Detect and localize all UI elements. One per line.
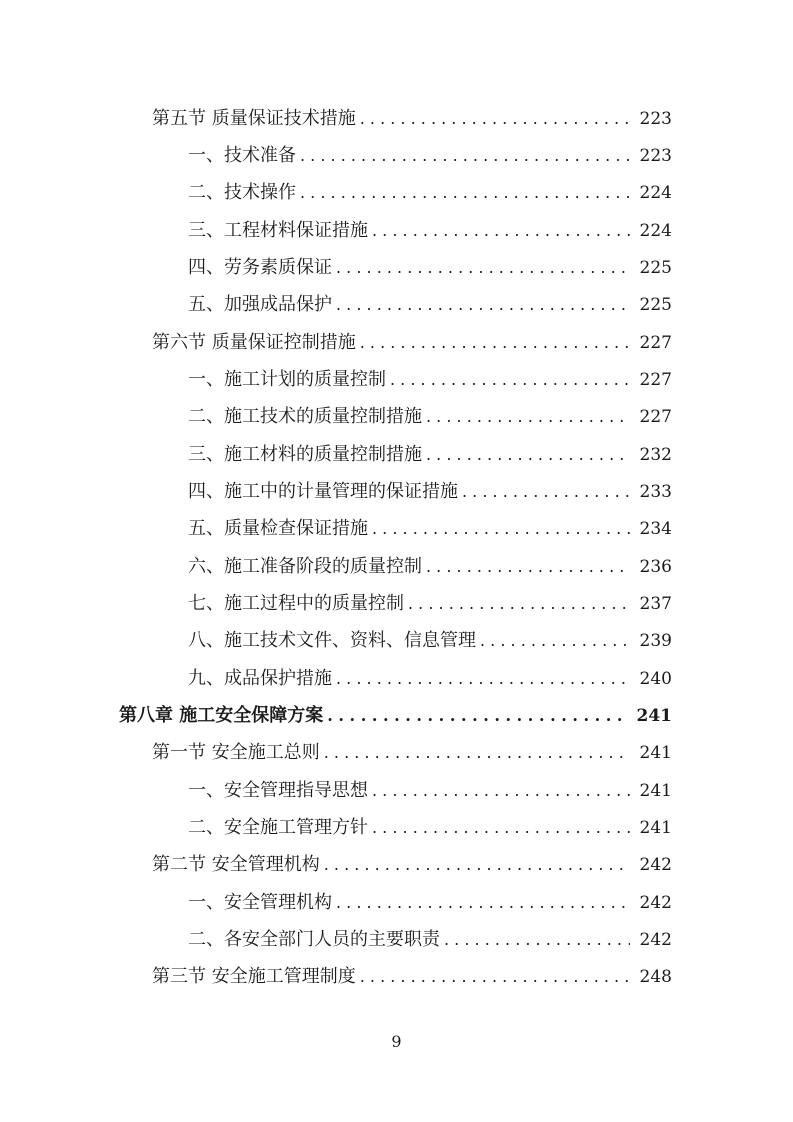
toc-subsection-entry[interactable] — [0, 473, 793, 510]
toc-dot-leader — [336, 294, 630, 316]
toc-entry-title: 第二节 安全管理机构 — [152, 854, 320, 876]
toc-entry-page: 240 — [639, 668, 672, 689]
toc-subsection-entry[interactable] — [0, 249, 793, 286]
toc-entry-page: 225 — [639, 295, 672, 316]
toc-entry-title: 二、安全施工管理方针 — [188, 816, 368, 838]
toc-dot-leader — [360, 966, 630, 988]
toc-entry-page: 223 — [639, 145, 672, 166]
toc-entry-page: 242 — [639, 892, 672, 913]
toc-entry-page: 236 — [639, 556, 672, 577]
toc-section-entry[interactable] — [0, 100, 793, 137]
toc-dot-leader — [426, 444, 630, 466]
toc-dot-leader — [327, 705, 626, 727]
toc-subsection-entry[interactable] — [0, 660, 793, 697]
toc-entry-title: 第八章 施工安全保障方案 — [119, 704, 324, 726]
toc-entry-page: 241 — [636, 705, 672, 726]
page-number: 9 — [391, 1032, 402, 1051]
toc-entry-title: 二、各安全部门人员的主要职责 — [188, 928, 440, 950]
toc-entry-title: 第一节 安全施工总则 — [152, 742, 320, 764]
toc-subsection-entry[interactable] — [0, 884, 793, 921]
toc-entry-title: 三、施工材料的质量控制措施 — [188, 443, 422, 465]
toc-entry-page: 224 — [639, 220, 672, 241]
toc-entry-page: 234 — [639, 519, 672, 540]
toc-entry-title: 一、安全管理机构 — [188, 891, 332, 913]
toc-entry-page: 227 — [639, 332, 672, 353]
toc-entry-title: 七、施工过程中的质量控制 — [188, 592, 404, 614]
toc-dot-leader — [372, 220, 630, 242]
toc-entry-title: 三、工程材料保证措施 — [188, 219, 368, 241]
toc-dot-leader — [336, 668, 630, 690]
toc-entry-title: 四、劳务素质保证 — [188, 256, 332, 278]
toc-entry-title: 二、施工技术的质量控制措施 — [188, 406, 422, 428]
toc-entry-title: 九、成品保护措施 — [188, 667, 332, 689]
toc-entry-title: 一、技术准备 — [188, 144, 296, 166]
toc-entry-title: 八、施工技术文件、资料、信息管理 — [188, 630, 476, 652]
toc-entry-title: 六、施工准备阶段的质量控制 — [188, 555, 422, 577]
toc-entry-page: 242 — [639, 855, 672, 876]
toc-section-entry[interactable] — [0, 324, 793, 361]
toc-entry-page: 239 — [639, 631, 672, 652]
toc-dot-leader — [408, 593, 630, 615]
toc-chapter-entry[interactable] — [0, 697, 793, 734]
toc-entry-page: 233 — [639, 481, 672, 502]
toc-subsection-entry[interactable] — [0, 921, 793, 958]
toc-subsection-entry[interactable] — [0, 585, 793, 622]
toc-dot-leader — [480, 630, 630, 652]
toc-section-entry[interactable] — [0, 735, 793, 772]
toc-entry-page: 241 — [639, 743, 672, 764]
toc-entry-title: 第六节 质量保证控制措施 — [152, 331, 356, 353]
toc-dot-leader — [324, 742, 630, 764]
toc-entry-title: 四、施工中的计量管理的保证措施 — [188, 480, 458, 502]
toc-entry-page: 224 — [639, 183, 672, 204]
toc-entry-page: 225 — [639, 257, 672, 278]
toc-dot-leader — [390, 369, 630, 391]
toc-dot-leader — [324, 854, 630, 876]
toc-entry-title: 第五节 质量保证技术措施 — [152, 107, 356, 129]
toc-subsection-entry[interactable] — [0, 436, 793, 473]
toc-entry-title: 五、加强成品保护 — [188, 294, 332, 316]
toc-subsection-entry[interactable] — [0, 137, 793, 174]
toc-dot-leader — [360, 332, 630, 354]
toc-subsection-entry[interactable] — [0, 287, 793, 324]
toc-entry-page: 248 — [639, 967, 672, 988]
toc-entry-page: 232 — [639, 444, 672, 465]
toc-entry-title: 二、技术操作 — [188, 182, 296, 204]
toc-dot-leader — [426, 406, 630, 428]
toc-dot-leader — [426, 556, 630, 578]
toc-entry-page: 241 — [639, 817, 672, 838]
toc-entry-page: 237 — [639, 593, 672, 614]
toc-subsection-entry[interactable] — [0, 623, 793, 660]
toc-dot-leader — [300, 145, 630, 167]
toc-entry-page: 227 — [639, 407, 672, 428]
toc-entry-page: 227 — [639, 369, 672, 390]
toc-section-entry[interactable] — [0, 959, 793, 996]
toc-dot-leader — [372, 817, 630, 839]
toc-subsection-entry[interactable] — [0, 399, 793, 436]
toc-entry-page: 242 — [639, 929, 672, 950]
toc-entry-page: 241 — [639, 780, 672, 801]
toc-entry-page: 223 — [639, 108, 672, 129]
toc-subsection-entry[interactable] — [0, 548, 793, 585]
toc-subsection-entry[interactable] — [0, 361, 793, 398]
toc-dot-leader — [300, 182, 630, 204]
toc-entry-title: 第三节 安全施工管理制度 — [152, 966, 356, 988]
table-of-contents — [0, 100, 793, 996]
toc-subsection-entry[interactable] — [0, 511, 793, 548]
toc-entry-title: 一、施工计划的质量控制 — [188, 368, 386, 390]
toc-subsection-entry[interactable] — [0, 772, 793, 809]
toc-dot-leader — [360, 108, 630, 130]
toc-dot-leader — [372, 780, 630, 802]
toc-entry-title: 五、质量检查保证措施 — [188, 518, 368, 540]
toc-dot-leader — [462, 481, 630, 503]
toc-subsection-entry[interactable] — [0, 175, 793, 212]
toc-dot-leader — [336, 892, 630, 914]
toc-dot-leader — [372, 518, 630, 540]
toc-dot-leader — [336, 257, 630, 279]
toc-subsection-entry[interactable] — [0, 809, 793, 846]
toc-subsection-entry[interactable] — [0, 212, 793, 249]
toc-entry-title: 一、安全管理指导思想 — [188, 779, 368, 801]
toc-section-entry[interactable] — [0, 847, 793, 884]
toc-dot-leader — [444, 929, 630, 951]
